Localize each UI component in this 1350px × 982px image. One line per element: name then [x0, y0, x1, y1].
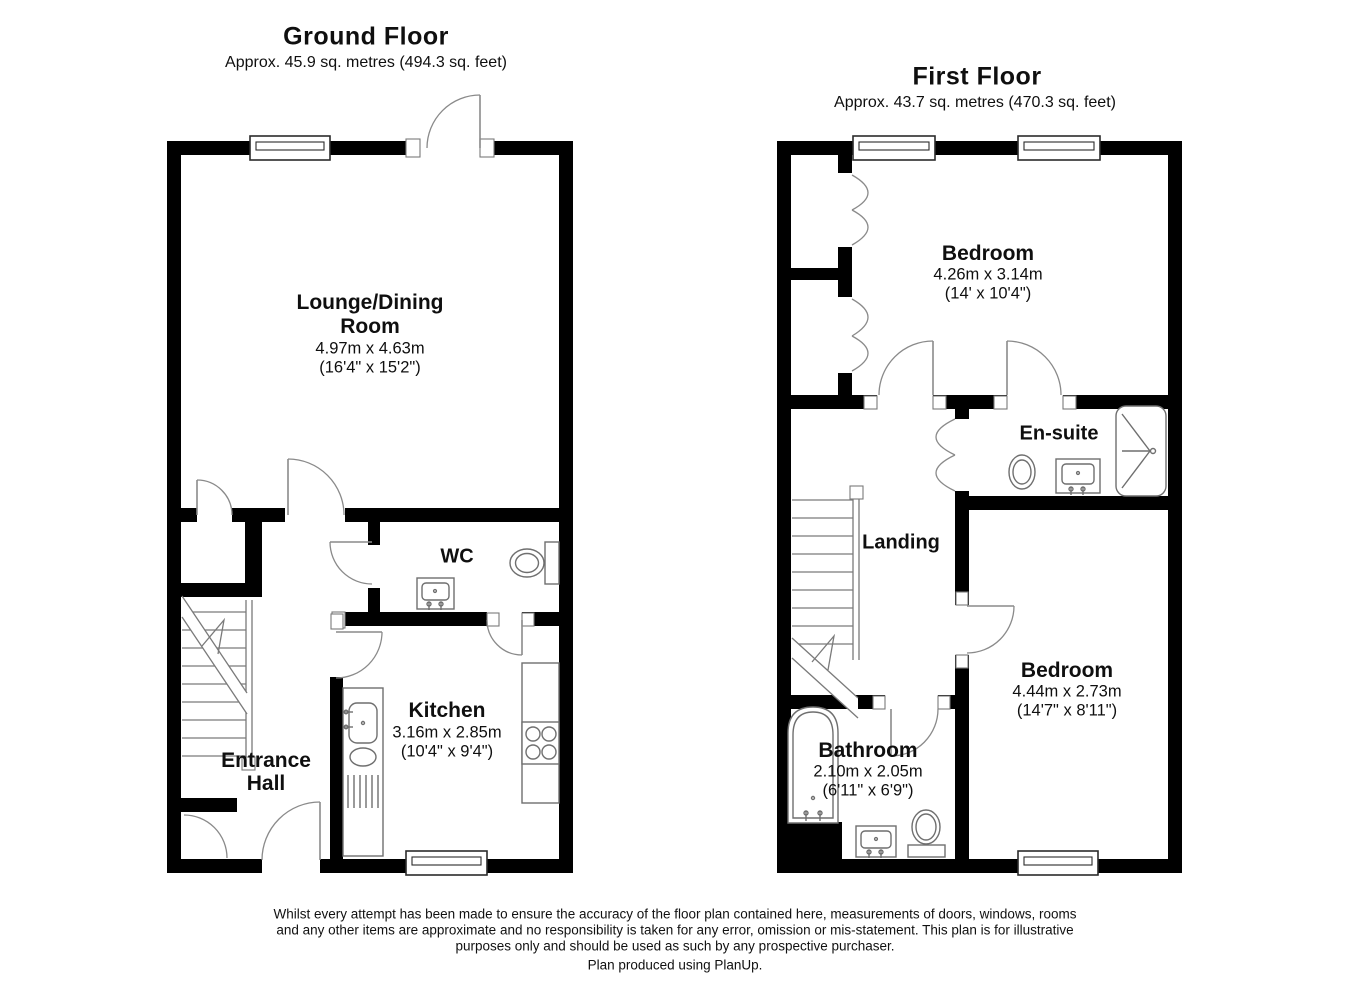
room-label-kitchen: Kitchen	[408, 699, 486, 722]
ground-floor-title: Ground Floor	[283, 22, 449, 51]
room-dim-bedroom1-imperial: (14' x 10'4")	[944, 284, 1032, 303]
basin-fixture	[417, 578, 454, 610]
room-label-bedroom1: Bedroom	[941, 242, 1035, 265]
staircase	[792, 486, 863, 718]
room-label-bedroom2: Bedroom	[1020, 659, 1114, 682]
room-dim-lounge-imperial: (16'4" x 15'2")	[319, 358, 421, 377]
toilet-fixture	[908, 810, 945, 857]
disclaimer-line-1: Whilst every attempt has been made to ensure the accuracy of the floor plan contained here, measurements of doors, windows, rooms	[273, 906, 1077, 922]
room-dim-lounge-metric: 4.97m x 4.63m	[315, 339, 425, 358]
room-label-lounge: Lounge/Dining	[296, 291, 444, 314]
room-dim-bedroom2-imperial: (14'7" x 8'11")	[1016, 701, 1118, 720]
ground-floor-subtitle: Approx. 45.9 sq. metres (494.3 sq. feet)	[225, 54, 507, 71]
toilet-fixture	[1009, 455, 1035, 489]
disclaimer-line-3: purposes only and should be used as such by any prospective purchaser.	[455, 938, 895, 954]
room-label-entrance-hall: Entrance	[221, 749, 311, 772]
shower-fixture	[1116, 406, 1166, 496]
room-dim-kitchen-imperial: (10'4" x 9'4")	[400, 742, 494, 761]
room-dim-bathroom-imperial: (6'11" x 6'9")	[822, 781, 914, 800]
room-dim-bedroom1-metric: 4.26m x 3.14m	[933, 265, 1043, 284]
room-dim-kitchen-metric: 3.16m x 2.85m	[392, 723, 502, 742]
basin-fixture	[856, 826, 896, 858]
basin-fixture	[1056, 459, 1100, 495]
room-label-landing: Landing	[862, 531, 940, 554]
room-label-bathroom: Bathroom	[818, 739, 918, 762]
room-dim-bathroom-metric: 2.10m x 2.05m	[813, 762, 923, 781]
disclaimer-line-4: Plan produced using PlanUp.	[587, 957, 763, 973]
room-label-ensuite: En-suite	[1019, 422, 1099, 445]
room-label-lounge-line2: Room	[340, 315, 400, 338]
hob-fixture	[522, 722, 559, 764]
first-floor-title: First Floor	[912, 62, 1042, 91]
room-label-wc: WC	[440, 545, 474, 568]
staircase	[182, 596, 255, 770]
first-floor-subtitle: Approx. 43.7 sq. metres (470.3 sq. feet)	[834, 94, 1116, 111]
room-dim-bedroom2-metric: 4.44m x 2.73m	[1012, 682, 1122, 701]
disclaimer-line-2: and any other items are approximate and no responsibility is taken for any error, omission or mis-statement. This plan is for illustrative	[276, 922, 1074, 938]
toilet-fixture	[510, 542, 559, 584]
room-label-entrance-hall-line2: Hall	[246, 772, 286, 795]
ground-floor-jambs	[331, 139, 534, 629]
